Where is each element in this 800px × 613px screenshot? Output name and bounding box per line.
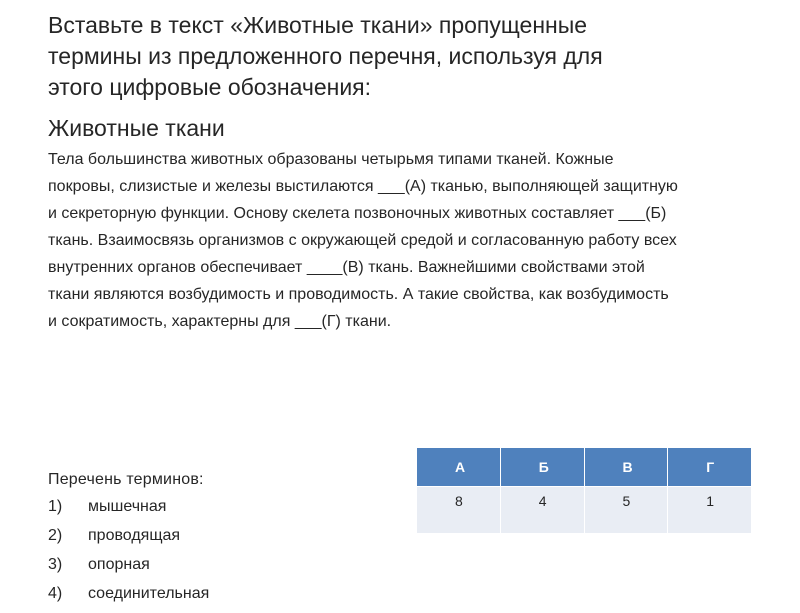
task-title-line: Вставьте в текст «Животные ткани» пропущенные <box>48 12 588 38</box>
term-text: проводящая <box>88 527 181 544</box>
terms-list <box>48 497 209 613</box>
answer-value-cell: 8 <box>417 487 501 534</box>
text-paragraph: покровы, слизистые и железы выстилаются ___(А) тканью, выполняющей защитную <box>48 178 678 195</box>
term-number: 1) <box>48 498 63 515</box>
answer-value-cell: 1 <box>668 487 752 534</box>
term-number: 2) <box>48 527 63 544</box>
term-number: 4) <box>48 585 63 602</box>
task-title-line: термины из предложенного перечня, используя для <box>48 43 603 69</box>
answer-value-cell: 4 <box>500 487 584 534</box>
answer-value-cell: 5 <box>584 487 668 534</box>
term-item <box>48 555 209 584</box>
answer-header-cell: А <box>417 448 501 487</box>
answer-header-cell: Б <box>500 448 584 487</box>
task-title <box>48 10 768 103</box>
term-text: соединительная <box>88 585 210 602</box>
term-number: 3) <box>48 556 63 573</box>
text-heading: Животные ткани <box>48 115 225 141</box>
term-item <box>48 526 209 555</box>
answer-table <box>416 447 752 534</box>
task-title-line: этого цифровые обозначения: <box>48 74 372 100</box>
text-paragraph: и сократимость, характерны для ___(Г) ткани. <box>48 313 392 330</box>
text-paragraph: внутренних органов обеспечивает ____(В) ткань. Важнейшими свойствами этой <box>48 259 645 276</box>
answer-header-cell: В <box>584 448 668 487</box>
text-paragraph: и секреторную функции. Основу скелета позвоночных животных составляет ___(Б) <box>48 205 667 222</box>
text-paragraph: ткань. Взаимосвязь организмов с окружающей средой и согласованную работу всех <box>48 232 677 249</box>
terms-title: Перечень терминов: <box>48 471 204 488</box>
answer-value-row <box>417 487 752 534</box>
term-item <box>48 497 209 526</box>
term-text: опорная <box>88 556 150 573</box>
answer-header-cell: Г <box>668 448 752 487</box>
text-paragraph: ткани являются возбудимость и проводимость. А такие свойства, как возбудимость <box>48 286 669 303</box>
task-text <box>48 150 768 339</box>
text-paragraph: Тела большинства животных образованы четырьмя типами тканей. Кожные <box>48 151 614 168</box>
answer-header-row <box>417 448 752 487</box>
term-text: мышечная <box>88 498 167 515</box>
term-item <box>48 584 209 613</box>
